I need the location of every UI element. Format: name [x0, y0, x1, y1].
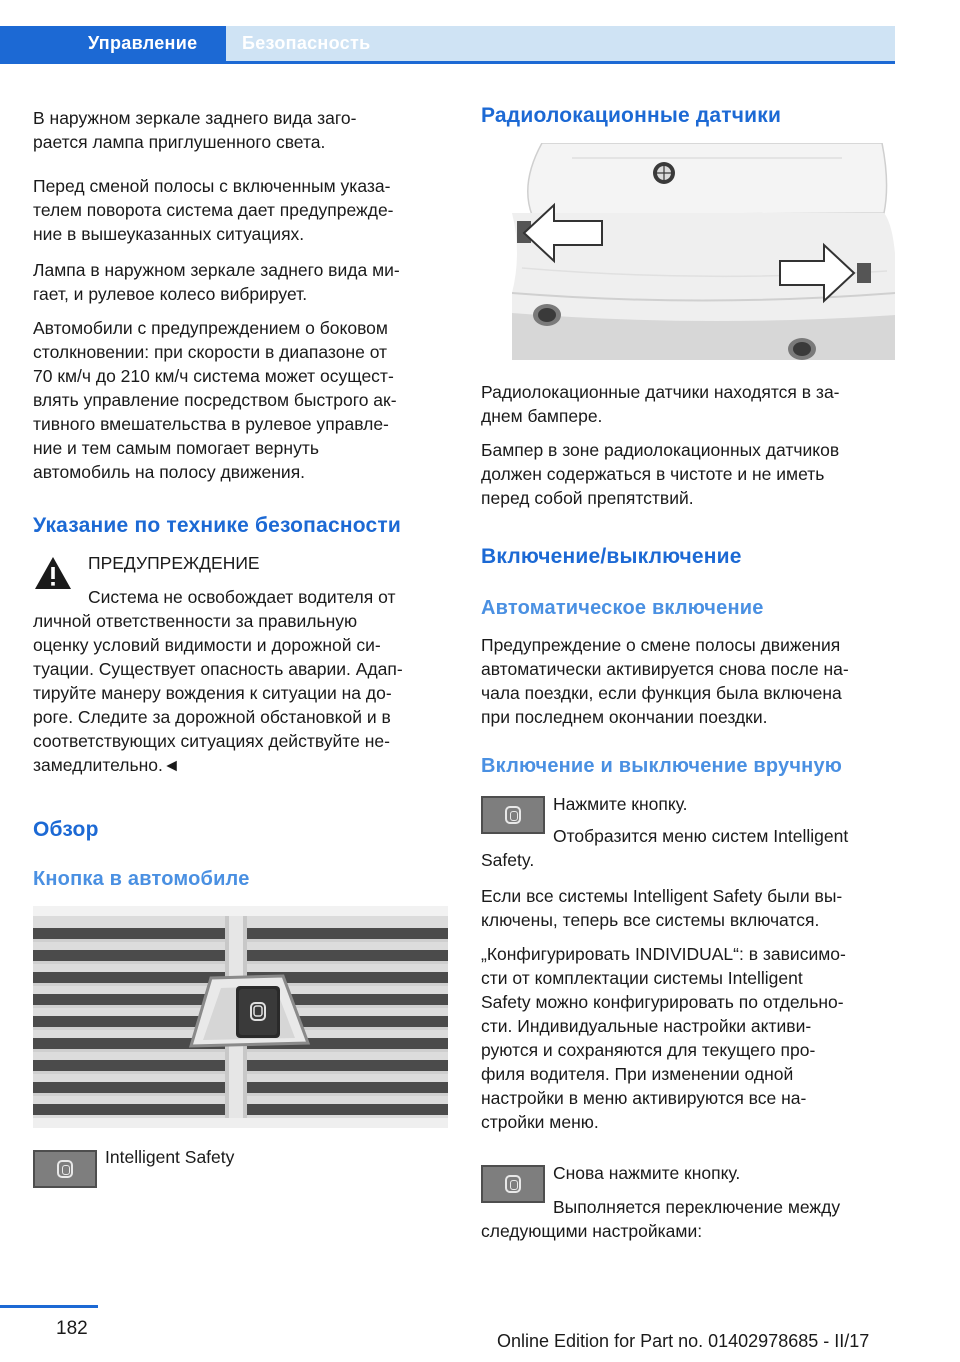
heading-radar-sensors: Радиолокационные датчики [481, 104, 782, 127]
paragraph-mirror-lamp: В наружном зеркале заднего вида заго- рается лампа приглушенного света. [33, 108, 357, 152]
grille-button-illustration [33, 906, 448, 1128]
paragraph-lane-change-warning: Перед сменой полосы с включенным указа- телем поворота система дает предупрежде- ние в вышеуказанных ситуациях. [33, 176, 394, 244]
step-menu-displayed-cont: Safety. [481, 850, 535, 870]
intelligent-safety-button-icon [33, 1150, 97, 1188]
page-header [0, 0, 960, 64]
paragraph-lamp-flashes: Лампа в наружном зеркале заднего вида ми- гает, и рулевое колесо вибрирует. [33, 260, 400, 304]
step-menu-displayed: Отобразится меню систем Intelligent [553, 826, 849, 846]
footer-line [0, 1305, 98, 1308]
heading-safety-note: Указание по технике безопасности [33, 514, 401, 537]
paragraph-radar-location: Радиолокационные датчики находятся в за- днем бампере. [481, 382, 840, 426]
intelligent-safety-button-icon [481, 1165, 545, 1203]
step-press-again: Снова нажмите кнопку. [553, 1163, 741, 1183]
warning-text-first-line: Система не освобождает водителя от [88, 587, 396, 607]
paragraph-bumper-clean: Бампер в зоне радиолокационных датчиков должен содержаться в чистоте и не иметь перед собой препятствий. [481, 440, 840, 508]
page-number: 182 [56, 1318, 88, 1339]
heading-on-off: Включение/выключение [481, 545, 742, 568]
paragraph-configure-individual: „Конфигурировать INDIVIDUAL“: в зависимо- сти от комплектации системы Intelligent Safety можно конфигурировать по отдельно- сти. Индивидуальные настройки активи- руются и сохраняются для текущего про- филя водителя. При изменении одной настройки в меню активируются все на- стройки меню. [481, 944, 846, 1132]
heading-manual-on-off: Включение и выключение вручную [481, 755, 843, 777]
button-caption-intelligent-safety: Intelligent Safety [105, 1147, 235, 1167]
heading-automatic-activation: Автоматическое включение [481, 597, 764, 619]
tab-safety[interactable]: Безопасность [242, 33, 371, 53]
heading-overview: Обзор [33, 818, 99, 841]
rear-bumper-radar-illustration [512, 143, 895, 360]
step-switch-settings-cont: следующими настройками: [481, 1221, 703, 1241]
warning-triangle-icon [33, 555, 73, 591]
step-press-button: Нажмите кнопку. [553, 794, 688, 814]
paragraph-all-systems-on: Если все системы Intelligent Safety были вы- ключены, теперь все системы включатся. [481, 886, 843, 930]
intelligent-safety-button-icon [481, 796, 545, 834]
step-switch-settings: Выполняется переключение между [553, 1197, 841, 1217]
heading-button-in-car: Кнопка в автомобиле [33, 868, 250, 890]
warning-text: личной ответственности за правильную оценку условий видимости и дорожной си- туации. Существует опасность аварии. Адап- тируйте манеру вождения к ситуации на до- роге. Следите за дорожной обстановкой и в соответствующих ситуациях действуйте не- замедлительно.◄ [33, 611, 403, 775]
header-underline [0, 61, 895, 64]
warning-title: ПРЕДУПРЕЖДЕНИЕ [88, 553, 260, 573]
paragraph-side-collision: Автомобили с предупреждением о боковом столкновении: при скорости в диапазоне от 70 км/ч до 210 км/ч система может осущест- влять управление посредством быстрого ак- тивного вмешательства в рулевое управле- ние и тем самым помогает вернуть автомобиль на полосу движения. [33, 318, 397, 482]
tab-controls[interactable]: Управление [88, 33, 198, 53]
paragraph-auto-activation: Предупреждение о смене полосы движения автоматически активируется снова после на- чала поездки, если функция была включена при последнем окончании поездки. [481, 635, 849, 727]
footer-edition: Online Edition for Part no. 01402978685 - II/17 [497, 1331, 870, 1351]
